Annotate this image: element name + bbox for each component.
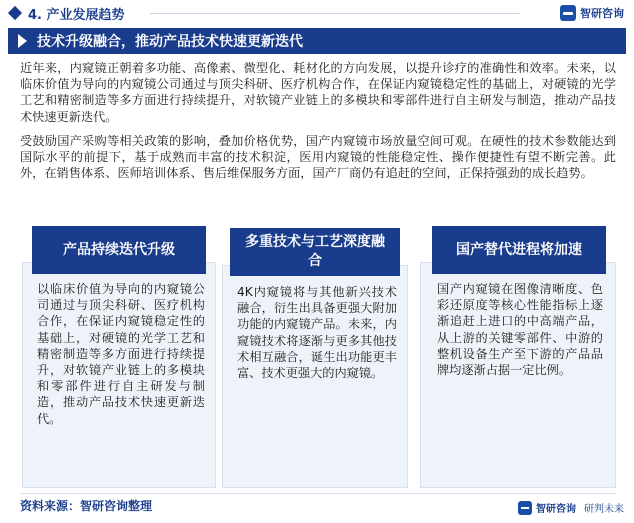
brand-logo-icon [560,5,576,21]
card-body-text: 4K内窥镜将与其他新兴技术融合，衍生出具备更强大附加功能的内窥镜产品。未来，内窥镜技术将逐渐与更多其他技术相互融合，诞生出功能更丰富、技术更强大的内窥镜。 [237,285,397,381]
card-title-product-iteration: 产品持续迭代升级 [32,226,206,274]
banner-title: 技术升级融合，推动产品技术快速更新迭代 [37,34,303,50]
card-technology-fusion [222,265,408,488]
footer-logo-icon [518,501,532,515]
card-body-text: 以临床价值为导向的内窥镜公司通过与顶尖科研、医疗机构合作，在保证内窥镜稳定性的基础上，对硬镜的光学工艺和精密制造等多方面进行持续提升，对软镜产业链上的多模块和零部件进行自主研发与制造，推动产品技术快速更新迭代。 [37,282,205,426]
card-domestic-substitution [420,262,616,488]
footer-brand [518,500,624,515]
title-banner [8,28,626,54]
card-title-domestic-substitution: 国产替代进程将加速 [432,226,606,274]
brand-name: 智研咨询 [580,7,624,20]
paragraph-2: 受鼓励国产采购等相关政策的影响，叠加价格优势，国产内窥镜市场放量空间可观。在硬性的技术参数能达到国际水平的前提下，基于成熟而丰富的技术积淀，医用内窥镜的性能稳定性、操作便捷性有望不断完善。此外，在销售体系、医师培训体系、售后维保服务方面，国产厂商仍有追赶的空间，正保持强劲的成长趋势。 [20,134,616,181]
chevron-right-icon [18,34,27,48]
footer-divider [20,493,616,494]
divider [150,13,520,14]
card-body-text: 国产内窥镜在图像清晰度、色彩还原度等核心性能指标上逐渐追赶上进口的中高端产品，从上游的关键零部件、中游的整机设备生产至下游的产品品牌均逐渐占据一定比例。 [437,282,603,378]
source-note: 资料来源：智研咨询整理 [20,499,153,513]
card-product-iteration [22,262,216,488]
diamond-icon [8,6,22,20]
footer-brand-name: 智研咨询 [536,504,576,515]
card-title-technology-fusion: 多重技术与工艺深度融合 [230,228,400,276]
section-label: 4. 产业发展趋势 [28,7,125,23]
footer-slogan: 研判未来 [584,504,624,515]
paragraph-1: 近年来，内窥镜正朝着多功能、高像素、微型化、耗材化的方向发展，以提升诊疗的准确性和效率。未来，以临床价值为导向的内窥镜公司通过与顶尖科研、医疗机构合作，在保证内窥镜稳定性的基础上，对硬镜的光学工艺和精密制造等多方面进行持续提升，对软镜产业链上的多模块和零部件进行自主研发与制造，推动产品技术快速更新迭代。 [20,61,616,124]
brand-logo-block [560,4,624,22]
top-bar [0,0,634,26]
